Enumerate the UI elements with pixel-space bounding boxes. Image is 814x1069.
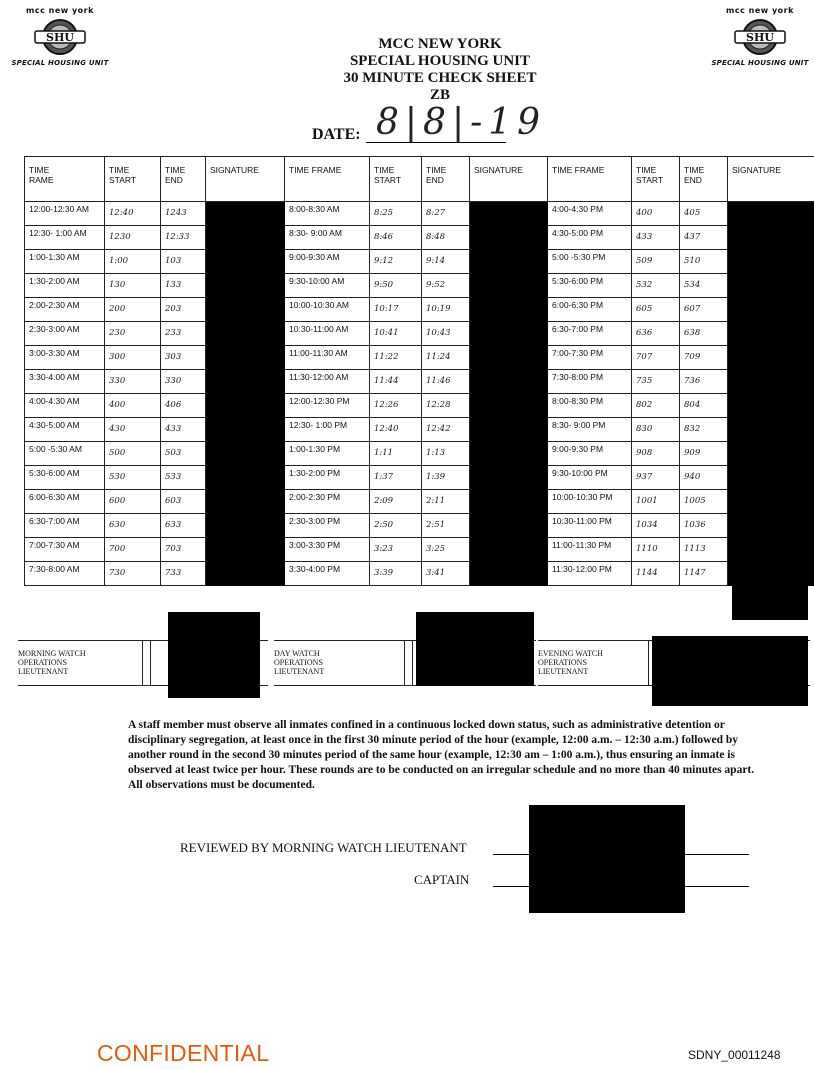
- time-end-cell: 607: [680, 298, 728, 322]
- time-start-cell: 12:26: [370, 394, 422, 418]
- time-frame-cell: 3:00-3:30 AM: [25, 346, 105, 370]
- time-frame-cell: 4:00-4:30 AM: [25, 394, 105, 418]
- signature-cell-redacted: [206, 418, 285, 442]
- signature-cell-redacted: [206, 490, 285, 514]
- signature-cell-redacted: [206, 442, 285, 466]
- signature-cell-redacted: [206, 298, 285, 322]
- signature-cell-redacted: [206, 466, 285, 490]
- time-frame-cell: 9:00-9:30 PM: [548, 442, 632, 466]
- time-end-cell: 8:27: [422, 202, 470, 226]
- time-end-cell: 1:39: [422, 466, 470, 490]
- time-start-cell: 9:50: [370, 274, 422, 298]
- time-end-cell: 633: [161, 514, 206, 538]
- column-header: TIME FRAME: [285, 157, 370, 202]
- time-frame-cell: 4:30-5:00 AM: [25, 418, 105, 442]
- signature-cell-redacted: [206, 274, 285, 298]
- time-frame-cell: 6:00-6:30 AM: [25, 490, 105, 514]
- signature-cell-redacted: [470, 202, 548, 226]
- signature-cell-redacted: [470, 250, 548, 274]
- time-frame-cell: 1:30-2:00 AM: [25, 274, 105, 298]
- table-row: [25, 514, 814, 538]
- signature-cell-redacted: [470, 346, 548, 370]
- emblem-text-left: SHU: [46, 31, 74, 44]
- time-end-cell: 1243: [161, 202, 206, 226]
- time-frame-cell: 2:30-3:00 PM: [285, 514, 370, 538]
- table-row: [25, 322, 814, 346]
- time-frame-cell: 12:30- 1:00 PM: [285, 418, 370, 442]
- shu-emblem-icon: [731, 17, 789, 57]
- time-frame-cell: 9:00-9:30 AM: [285, 250, 370, 274]
- time-start-cell: 400: [632, 202, 680, 226]
- signature-cell-redacted: [728, 466, 814, 490]
- table-row: [25, 562, 814, 586]
- time-frame-cell: 12:00-12:30 PM: [285, 394, 370, 418]
- redaction-box: [416, 612, 534, 686]
- redaction-box: [168, 612, 260, 698]
- time-frame-cell: 7:30-8:00 PM: [548, 370, 632, 394]
- date-value: 8|8|-19: [376, 102, 547, 143]
- signature-cell-redacted: [206, 250, 285, 274]
- signature-cell-redacted: [728, 274, 814, 298]
- signature-cell-redacted: [470, 538, 548, 562]
- signature-cell-redacted: [206, 562, 285, 586]
- time-end-cell: 133: [161, 274, 206, 298]
- time-end-cell: 10:19: [422, 298, 470, 322]
- time-frame-cell: 12:00-12:30 AM: [25, 202, 105, 226]
- signature-cell-redacted: [470, 226, 548, 250]
- sheet-header: [300, 36, 580, 104]
- time-frame-cell: 3:30-4:00 PM: [285, 562, 370, 586]
- time-end-cell: 9:52: [422, 274, 470, 298]
- time-frame-cell: 9:30-10:00 AM: [285, 274, 370, 298]
- header-line-3: 30 MINUTE CHECK SHEET: [343, 70, 537, 86]
- logo-left: [0, 6, 120, 67]
- time-frame-cell: 5:30-6:00 AM: [25, 466, 105, 490]
- time-end-cell: 709: [680, 346, 728, 370]
- time-end-cell: 303: [161, 346, 206, 370]
- time-end-cell: 510: [680, 250, 728, 274]
- time-start-cell: 600: [105, 490, 161, 514]
- time-end-cell: 3:25: [422, 538, 470, 562]
- time-frame-cell: 6:00-6:30 PM: [548, 298, 632, 322]
- time-start-cell: 1:11: [370, 442, 422, 466]
- table-row: [25, 346, 814, 370]
- time-start-cell: 1034: [632, 514, 680, 538]
- signature-cell-redacted: [470, 466, 548, 490]
- time-end-cell: 534: [680, 274, 728, 298]
- review-morning-label: REVIEWED BY MORNING WATCH LIEUTENANT: [180, 840, 467, 855]
- time-end-cell: 804: [680, 394, 728, 418]
- column-header: SIGNATURE: [206, 157, 285, 202]
- signature-cell-redacted: [470, 298, 548, 322]
- table-row: [25, 418, 814, 442]
- time-frame-cell: 7:00-7:30 PM: [548, 346, 632, 370]
- time-start-cell: 130: [105, 274, 161, 298]
- time-frame-cell: 1:30-2:00 PM: [285, 466, 370, 490]
- signature-cell-redacted: [728, 226, 814, 250]
- time-start-cell: 500: [105, 442, 161, 466]
- time-start-cell: 802: [632, 394, 680, 418]
- table-row: [25, 538, 814, 562]
- time-start-cell: 300: [105, 346, 161, 370]
- signature-cell-redacted: [206, 346, 285, 370]
- time-frame-cell: 4:00-4:30 PM: [548, 202, 632, 226]
- time-frame-cell: 2:00-2:30 PM: [285, 490, 370, 514]
- time-start-cell: 8:25: [370, 202, 422, 226]
- redaction-box: [652, 636, 808, 706]
- column-header: TIME START: [632, 157, 680, 202]
- box-divider: [142, 641, 143, 685]
- signature-cell-redacted: [470, 274, 548, 298]
- time-frame-cell: 2:00-2:30 AM: [25, 298, 105, 322]
- signature-cell-redacted: [728, 538, 814, 562]
- time-end-cell: 2:11: [422, 490, 470, 514]
- time-start-cell: 10:41: [370, 322, 422, 346]
- time-start-cell: 636: [632, 322, 680, 346]
- time-end-cell: 12:42: [422, 418, 470, 442]
- signature-cell-redacted: [470, 562, 548, 586]
- column-header: TIME RAME: [25, 157, 105, 202]
- time-frame-cell: 10:30-11:00 PM: [548, 514, 632, 538]
- time-start-cell: 700: [105, 538, 161, 562]
- time-start-cell: 1:00: [105, 250, 161, 274]
- signature-cell-redacted: [470, 370, 548, 394]
- logo-right: [700, 6, 814, 67]
- time-start-cell: 2:50: [370, 514, 422, 538]
- table-row: [25, 298, 814, 322]
- signature-cell-redacted: [728, 370, 814, 394]
- time-end-cell: 433: [161, 418, 206, 442]
- time-start-cell: 937: [632, 466, 680, 490]
- signature-cell-redacted: [206, 322, 285, 346]
- time-start-cell: 908: [632, 442, 680, 466]
- signature-cell-redacted: [728, 490, 814, 514]
- time-end-cell: 638: [680, 322, 728, 346]
- instructions-paragraph: A staff member must observe all inmates confined in a continuous locked down status, such as administrative detention or disciplinary segregation, at least once in the first 30 minute period of the hour (example, 12:00 a.m. – 12:30 a.m.) followed by another round in the second 30 minutes period of the same hour (example, 12:30 am – 1:00 a.m.), thus ensuring an inmate is observed at least twice per hour. These rounds are to be conducted on an irregular schedule and no more than 40 minutes apart. All observations must be documented.: [128, 719, 755, 791]
- logo-top-text: mcc new york: [26, 6, 94, 15]
- time-end-cell: 1147: [680, 562, 728, 586]
- signature-cell-redacted: [728, 322, 814, 346]
- logo-bottom-text: SPECIAL HOUSING UNIT: [711, 59, 809, 67]
- evening-watch-label: EVENING WATCH OPERATIONS LIEUTENANT: [538, 649, 603, 676]
- signature-cell-redacted: [728, 202, 814, 226]
- time-end-cell: 437: [680, 226, 728, 250]
- time-end-cell: 233: [161, 322, 206, 346]
- time-start-cell: 12:40: [370, 418, 422, 442]
- time-start-cell: 430: [105, 418, 161, 442]
- signature-cell-redacted: [206, 538, 285, 562]
- time-start-cell: 730: [105, 562, 161, 586]
- time-end-cell: 909: [680, 442, 728, 466]
- time-start-cell: 230: [105, 322, 161, 346]
- signature-cell-redacted: [470, 418, 548, 442]
- table-row: [25, 466, 814, 490]
- time-end-cell: 405: [680, 202, 728, 226]
- time-frame-cell: 7:00-7:30 AM: [25, 538, 105, 562]
- signature-cell-redacted: [206, 202, 285, 226]
- time-end-cell: 832: [680, 418, 728, 442]
- time-start-cell: 509: [632, 250, 680, 274]
- column-header: SIGNATURE: [728, 157, 814, 202]
- time-frame-cell: 3:30-4:00 AM: [25, 370, 105, 394]
- redaction-box: [529, 805, 685, 913]
- time-start-cell: 830: [632, 418, 680, 442]
- time-frame-cell: 11:00-11:30 AM: [285, 346, 370, 370]
- time-start-cell: 9:12: [370, 250, 422, 274]
- time-end-cell: 1113: [680, 538, 728, 562]
- time-end-cell: 503: [161, 442, 206, 466]
- signature-cell-redacted: [728, 442, 814, 466]
- column-header: TIME END: [161, 157, 206, 202]
- time-frame-cell: 8:30- 9:00 AM: [285, 226, 370, 250]
- column-header: TIME FRAME: [548, 157, 632, 202]
- time-frame-cell: 8:00-8:30 PM: [548, 394, 632, 418]
- time-end-cell: 8:48: [422, 226, 470, 250]
- morning-watch-label: MORNING WATCH OPERATIONS LIEUTENANT: [18, 649, 86, 676]
- time-start-cell: 2:09: [370, 490, 422, 514]
- time-end-cell: 733: [161, 562, 206, 586]
- time-frame-cell: 10:00-10:30 PM: [548, 490, 632, 514]
- time-end-cell: 703: [161, 538, 206, 562]
- signature-cell-redacted: [728, 514, 814, 538]
- time-frame-cell: 6:30-7:00 PM: [548, 322, 632, 346]
- time-start-cell: 330: [105, 370, 161, 394]
- time-frame-cell: 9:30-10:00 PM: [548, 466, 632, 490]
- time-start-cell: 1:37: [370, 466, 422, 490]
- table-row: [25, 202, 814, 226]
- table-row: [25, 394, 814, 418]
- time-start-cell: 532: [632, 274, 680, 298]
- time-end-cell: 603: [161, 490, 206, 514]
- time-end-cell: 1005: [680, 490, 728, 514]
- time-start-cell: 3:23: [370, 538, 422, 562]
- time-start-cell: 735: [632, 370, 680, 394]
- time-start-cell: 433: [632, 226, 680, 250]
- box-divider: [404, 641, 405, 685]
- signature-cell-redacted: [728, 346, 814, 370]
- time-frame-cell: 5:00 -5:30 AM: [25, 442, 105, 466]
- signature-cell-redacted: [470, 394, 548, 418]
- time-frame-cell: 8:30- 9:00 PM: [548, 418, 632, 442]
- time-start-cell: 3:39: [370, 562, 422, 586]
- time-end-cell: 11:46: [422, 370, 470, 394]
- time-frame-cell: 4:30-5:00 PM: [548, 226, 632, 250]
- time-frame-cell: 3:00-3:30 PM: [285, 538, 370, 562]
- confidential-stamp: CONFIDENTIAL: [97, 1040, 270, 1066]
- time-frame-cell: 8:00-8:30 AM: [285, 202, 370, 226]
- time-start-cell: 8:46: [370, 226, 422, 250]
- signature-cell-redacted: [728, 298, 814, 322]
- bates-number: SDNY_00011248: [688, 1048, 781, 1062]
- time-end-cell: 330: [161, 370, 206, 394]
- time-frame-cell: 11:30-12:00 PM: [548, 562, 632, 586]
- time-start-cell: 11:44: [370, 370, 422, 394]
- time-end-cell: 11:24: [422, 346, 470, 370]
- logo-bottom-text: SPECIAL HOUSING UNIT: [11, 59, 109, 67]
- column-header: TIME END: [680, 157, 728, 202]
- time-start-cell: 1144: [632, 562, 680, 586]
- time-frame-cell: 5:00 -5:30 PM: [548, 250, 632, 274]
- time-frame-cell: 1:00-1:30 PM: [285, 442, 370, 466]
- time-end-cell: 1036: [680, 514, 728, 538]
- time-start-cell: 400: [105, 394, 161, 418]
- table-row: [25, 226, 814, 250]
- time-frame-cell: 7:30-8:00 AM: [25, 562, 105, 586]
- signature-cell-redacted: [206, 514, 285, 538]
- time-frame-cell: 11:30-12:00 AM: [285, 370, 370, 394]
- emblem-text-right: SHU: [746, 31, 774, 44]
- time-end-cell: 533: [161, 466, 206, 490]
- review-captain-label: CAPTAIN: [414, 872, 470, 887]
- column-header: SIGNATURE: [470, 157, 548, 202]
- signature-cell-redacted: [206, 226, 285, 250]
- date-label: DATE:: [312, 126, 361, 143]
- table-row: [25, 490, 814, 514]
- column-header: TIME START: [105, 157, 161, 202]
- time-start-cell: 10:17: [370, 298, 422, 322]
- table-row: [25, 250, 814, 274]
- signature-cell-redacted: [206, 370, 285, 394]
- signature-cell-redacted: [470, 322, 548, 346]
- table-row: [25, 442, 814, 466]
- time-end-cell: 736: [680, 370, 728, 394]
- day-watch-label: DAY WATCH OPERATIONS LIEUTENANT: [274, 649, 325, 676]
- signature-cell-redacted: [470, 442, 548, 466]
- time-start-cell: 11:22: [370, 346, 422, 370]
- shu-emblem-icon: [31, 17, 89, 57]
- time-frame-cell: 12:30- 1:00 AM: [25, 226, 105, 250]
- time-start-cell: 1230: [105, 226, 161, 250]
- time-end-cell: 2:51: [422, 514, 470, 538]
- signature-cell-redacted: [206, 394, 285, 418]
- time-end-cell: 3:41: [422, 562, 470, 586]
- time-frame-cell: 2:30-3:00 AM: [25, 322, 105, 346]
- time-frame-cell: 11:00-11:30 PM: [548, 538, 632, 562]
- time-end-cell: 12:33: [161, 226, 206, 250]
- time-start-cell: 630: [105, 514, 161, 538]
- check-sheet-table: [24, 156, 814, 586]
- time-start-cell: 200: [105, 298, 161, 322]
- box-divider: [412, 641, 413, 685]
- time-end-cell: 9:14: [422, 250, 470, 274]
- table-row: [25, 274, 814, 298]
- time-end-cell: 10:43: [422, 322, 470, 346]
- time-end-cell: 203: [161, 298, 206, 322]
- box-divider: [648, 641, 649, 685]
- signature-cell-redacted: [470, 490, 548, 514]
- time-start-cell: 1110: [632, 538, 680, 562]
- time-frame-cell: 5:30-6:00 PM: [548, 274, 632, 298]
- logo-top-text: mcc new york: [726, 6, 794, 15]
- time-end-cell: 103: [161, 250, 206, 274]
- time-start-cell: 707: [632, 346, 680, 370]
- signature-cell-redacted: [728, 394, 814, 418]
- box-divider: [150, 641, 151, 685]
- table-body: [25, 202, 814, 586]
- signature-cell-redacted: [728, 250, 814, 274]
- time-start-cell: 1001: [632, 490, 680, 514]
- time-end-cell: 1:13: [422, 442, 470, 466]
- time-start-cell: 605: [632, 298, 680, 322]
- column-header: TIME START: [370, 157, 422, 202]
- time-start-cell: 530: [105, 466, 161, 490]
- time-start-cell: 12:40: [105, 202, 161, 226]
- time-end-cell: 406: [161, 394, 206, 418]
- header-line-4: ZB: [429, 87, 450, 103]
- signature-cell-redacted: [470, 514, 548, 538]
- time-frame-cell: 1:00-1:30 AM: [25, 250, 105, 274]
- column-header: TIME END: [422, 157, 470, 202]
- time-frame-cell: 6:30-7:00 AM: [25, 514, 105, 538]
- header-line-1: MCC NEW YORK: [378, 36, 502, 52]
- table-header-row: [25, 157, 814, 202]
- time-end-cell: 940: [680, 466, 728, 490]
- table-row: [25, 370, 814, 394]
- time-frame-cell: 10:30-11:00 AM: [285, 322, 370, 346]
- signature-cell-redacted: [728, 418, 814, 442]
- redaction-box: [732, 576, 808, 620]
- header-line-2: SPECIAL HOUSING UNIT: [349, 53, 531, 69]
- time-end-cell: 12:28: [422, 394, 470, 418]
- time-frame-cell: 10:00-10:30 AM: [285, 298, 370, 322]
